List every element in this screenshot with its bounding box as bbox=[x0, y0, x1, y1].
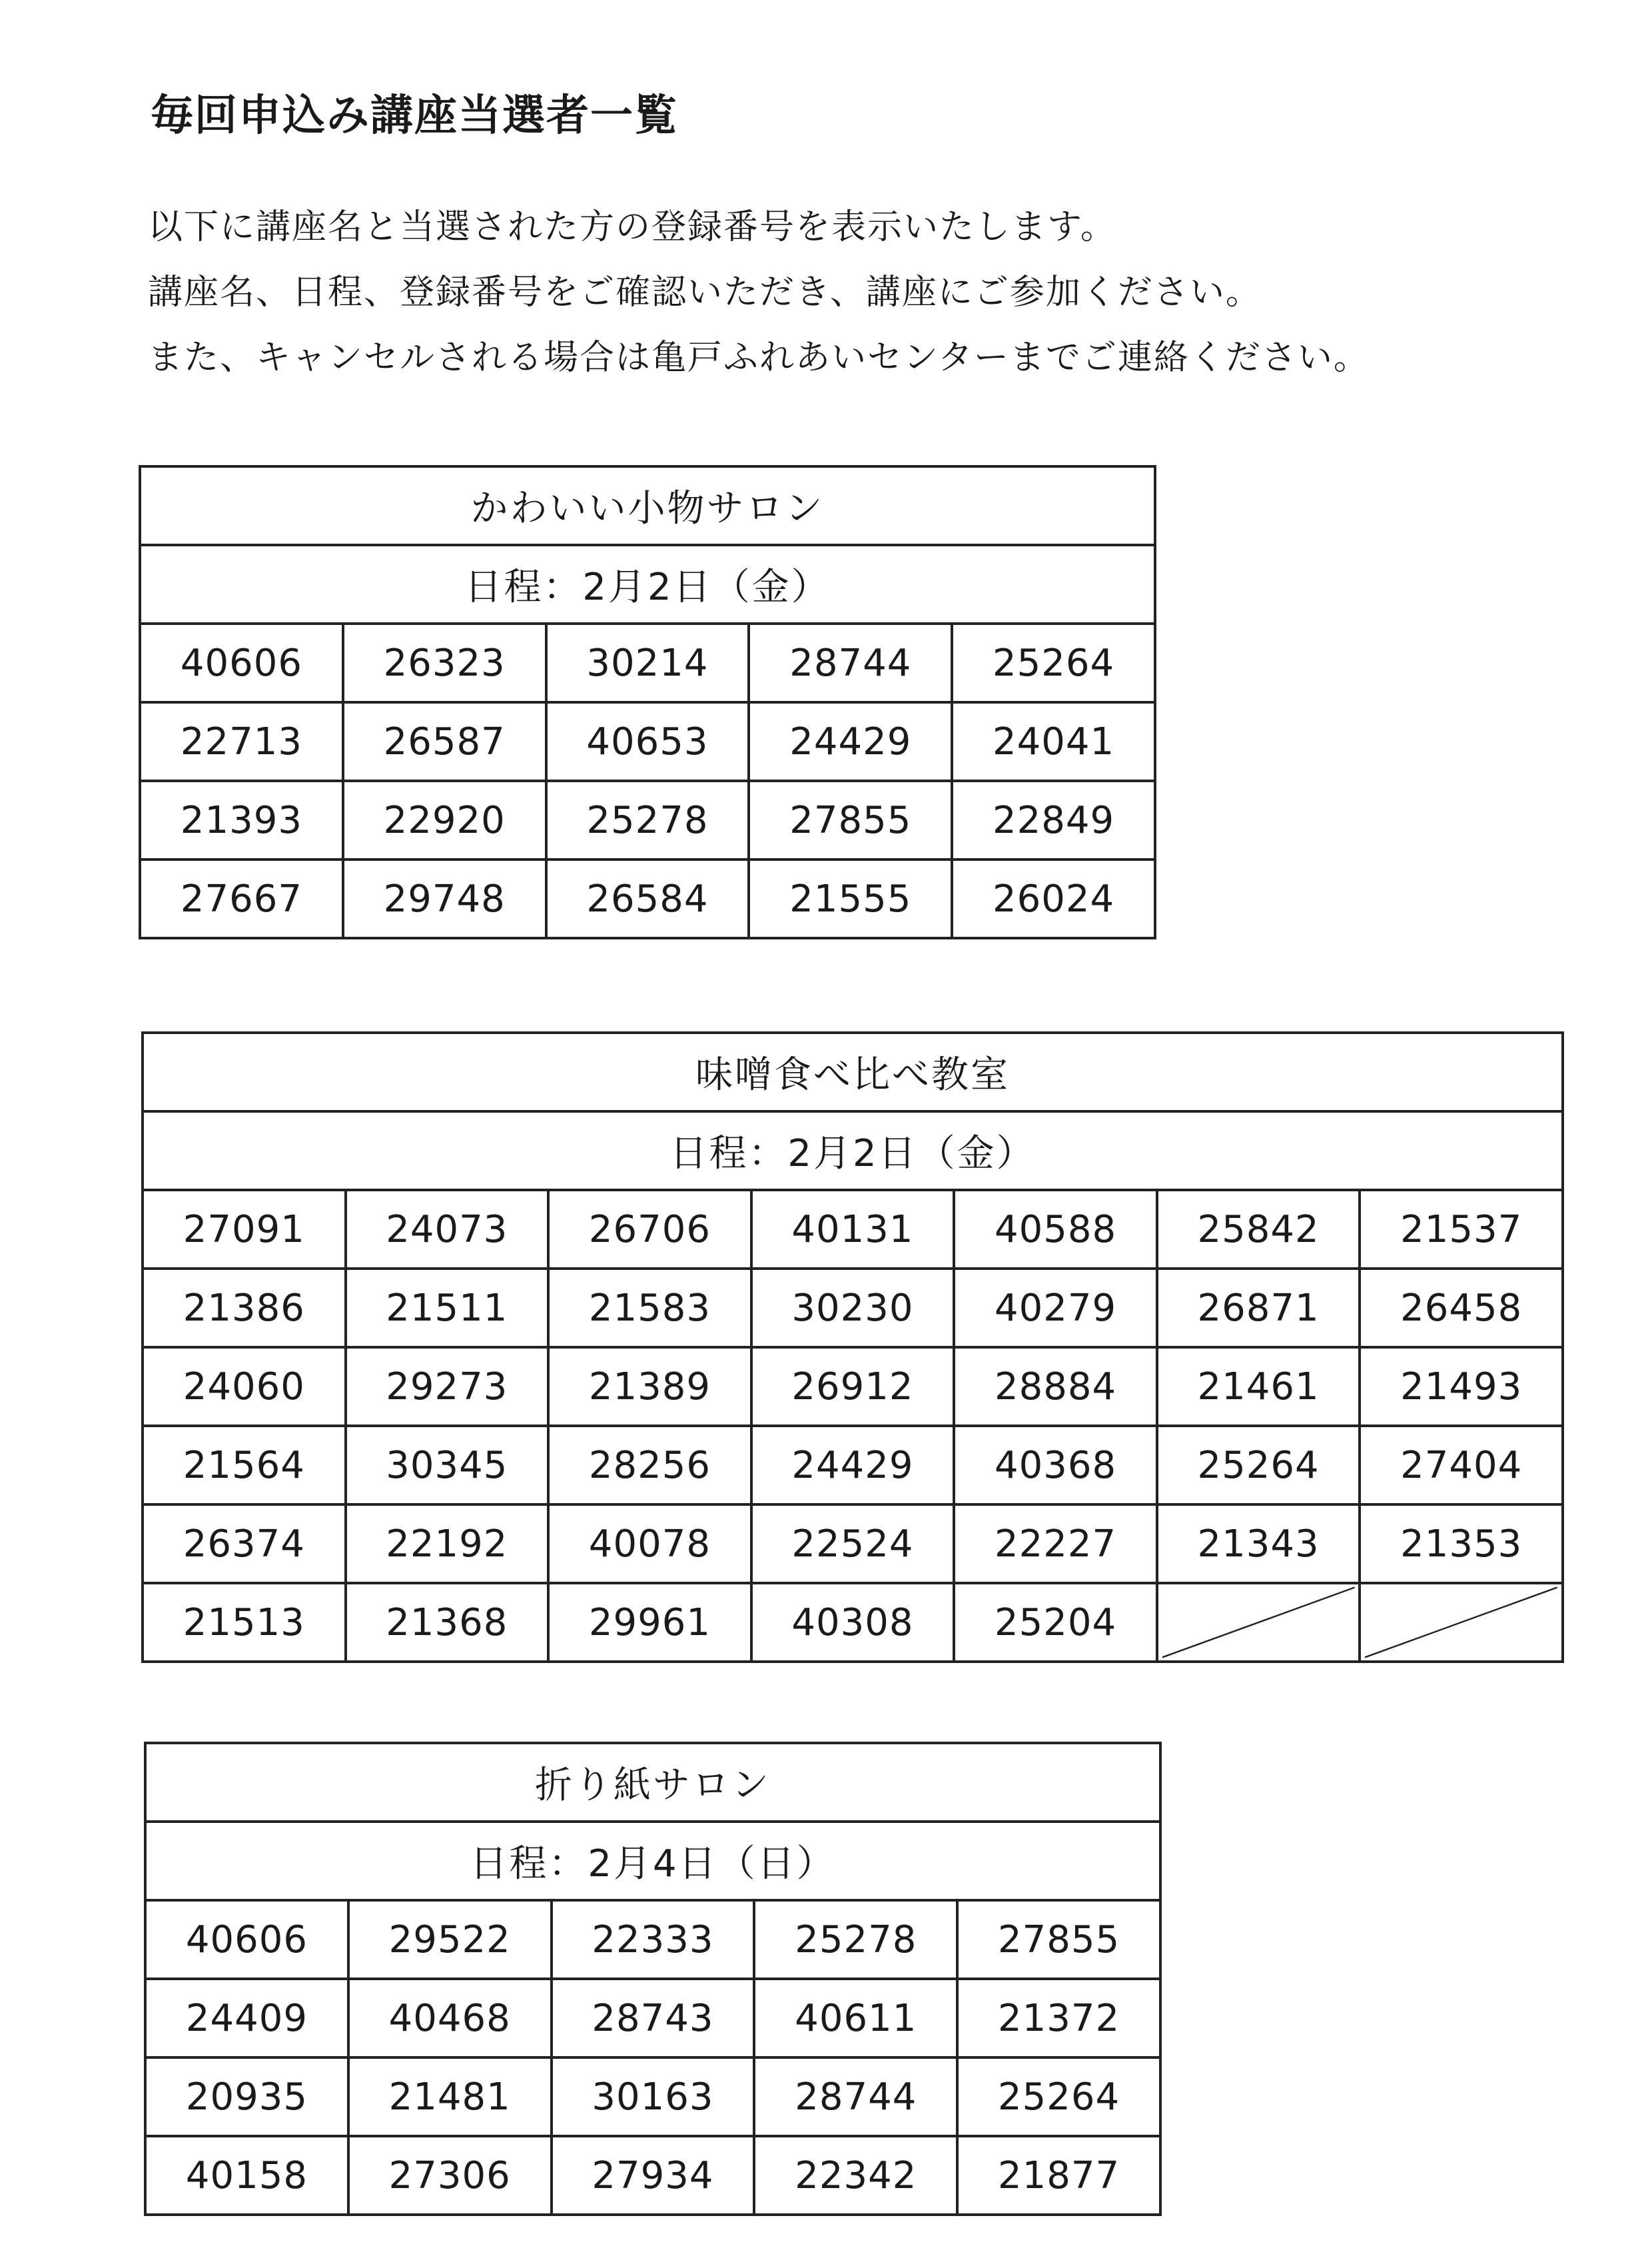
registration-number: 21564 bbox=[143, 1426, 346, 1504]
registration-number: 25278 bbox=[546, 781, 749, 859]
registration-number: 20935 bbox=[145, 2057, 348, 2136]
table-row bbox=[140, 859, 1155, 938]
course-name-row bbox=[140, 466, 1155, 545]
registration-number: 40368 bbox=[954, 1426, 1157, 1504]
registration-number: 25264 bbox=[1157, 1426, 1360, 1504]
registration-number: 24073 bbox=[346, 1190, 549, 1269]
course-schedule-row bbox=[145, 1822, 1160, 1900]
registration-number: 22920 bbox=[343, 781, 546, 859]
registration-number: 21368 bbox=[346, 1583, 549, 1662]
registration-number: 25264 bbox=[952, 624, 1155, 702]
course-schedule-row bbox=[140, 545, 1155, 624]
table-row bbox=[145, 1900, 1160, 1979]
registration-number: 25264 bbox=[957, 2057, 1160, 2136]
registration-number: 26587 bbox=[343, 702, 546, 781]
registration-number: 21555 bbox=[749, 859, 952, 938]
table-row bbox=[143, 1504, 1563, 1583]
intro-line: また、キャンセルされる場合は亀戸ふれあいセンターまでご連絡ください。 bbox=[148, 338, 1370, 378]
registration-number: 25204 bbox=[954, 1583, 1157, 1662]
registration-number: 40308 bbox=[751, 1583, 955, 1662]
registration-number: 26024 bbox=[952, 859, 1155, 938]
intro-text bbox=[148, 195, 1370, 390]
registration-number: 24429 bbox=[751, 1426, 955, 1504]
registration-number: 22849 bbox=[952, 781, 1155, 859]
registration-number: 29522 bbox=[348, 1900, 552, 1979]
diagonal-strike bbox=[1158, 1584, 1359, 1660]
registration-number: 26706 bbox=[548, 1190, 751, 1269]
registration-number: 40606 bbox=[145, 1900, 348, 1979]
registration-number: 30163 bbox=[552, 2057, 755, 2136]
table-row bbox=[145, 2057, 1160, 2136]
registration-number: 27404 bbox=[1360, 1426, 1563, 1504]
table-row bbox=[140, 624, 1155, 702]
registration-number: 26458 bbox=[1360, 1269, 1563, 1347]
registration-number: 21461 bbox=[1157, 1347, 1360, 1426]
course-table-origami-salon bbox=[144, 1742, 1162, 2216]
registration-number: 29273 bbox=[346, 1347, 549, 1426]
table-row bbox=[143, 1190, 1563, 1269]
registration-number: 28744 bbox=[749, 624, 952, 702]
registration-number: 40611 bbox=[754, 1979, 957, 2057]
registration-number: 28884 bbox=[954, 1347, 1157, 1426]
registration-number: 24060 bbox=[143, 1347, 346, 1426]
table-row bbox=[145, 1979, 1160, 2057]
registration-number: 28256 bbox=[548, 1426, 751, 1504]
table-row bbox=[143, 1426, 1563, 1504]
registration-number: 26584 bbox=[546, 859, 749, 938]
registration-number: 29961 bbox=[548, 1583, 751, 1662]
registration-number: 30345 bbox=[346, 1426, 549, 1504]
registration-number: 40279 bbox=[954, 1269, 1157, 1347]
registration-number: 26871 bbox=[1157, 1269, 1360, 1347]
registration-number: 24041 bbox=[952, 702, 1155, 781]
course-schedule: 日程：2月2日（金） bbox=[140, 545, 1155, 624]
table-row bbox=[143, 1269, 1563, 1347]
registration-number: 24429 bbox=[749, 702, 952, 781]
registration-number: 27306 bbox=[348, 2136, 552, 2215]
intro-line: 以下に講座名と当選された方の登録番号を表示いたします。 bbox=[148, 207, 1116, 247]
registration-number: 40588 bbox=[954, 1190, 1157, 1269]
registration-number: 22333 bbox=[552, 1900, 755, 1979]
course-name-row bbox=[145, 1743, 1160, 1822]
registration-number: 27934 bbox=[552, 2136, 755, 2215]
registration-number: 21511 bbox=[346, 1269, 549, 1347]
registration-number: 24409 bbox=[145, 1979, 348, 2057]
registration-number: 40131 bbox=[751, 1190, 955, 1269]
registration-number: 40078 bbox=[548, 1504, 751, 1583]
registration-number: 40158 bbox=[145, 2136, 348, 2215]
course-name-row bbox=[143, 1033, 1563, 1111]
registration-number: 22227 bbox=[954, 1504, 1157, 1583]
registration-number: 27667 bbox=[140, 859, 343, 938]
registration-number: 30230 bbox=[751, 1269, 955, 1347]
registration-number: 28743 bbox=[552, 1979, 755, 2057]
registration-number: 21583 bbox=[548, 1269, 751, 1347]
course-schedule: 日程：2月4日（日） bbox=[145, 1822, 1160, 1900]
registration-number: 22524 bbox=[751, 1504, 955, 1583]
course-name: かわいい小物サロン bbox=[140, 466, 1155, 545]
page-title: 毎回申込み講座当選者一覧 bbox=[151, 91, 678, 141]
registration-number: 28744 bbox=[754, 2057, 957, 2136]
registration-number: 27091 bbox=[143, 1190, 346, 1269]
course-schedule-row bbox=[143, 1111, 1563, 1190]
registration-number: 21372 bbox=[957, 1979, 1160, 2057]
empty-cell bbox=[1360, 1583, 1563, 1662]
registration-number: 26374 bbox=[143, 1504, 346, 1583]
empty-cell bbox=[1157, 1583, 1360, 1662]
registration-number: 26912 bbox=[751, 1347, 955, 1426]
registration-number: 21481 bbox=[348, 2057, 552, 2136]
registration-number: 27855 bbox=[749, 781, 952, 859]
registration-number: 21513 bbox=[143, 1583, 346, 1662]
intro-line: 講座名、日程、登録番号をご確認いただき、講座にご参加ください。 bbox=[148, 273, 1262, 312]
course-name: 味噌食べ比べ教室 bbox=[143, 1033, 1563, 1111]
registration-number: 25278 bbox=[754, 1900, 957, 1979]
registration-number: 21877 bbox=[957, 2136, 1160, 2215]
registration-number: 40606 bbox=[140, 624, 343, 702]
registration-number: 21393 bbox=[140, 781, 343, 859]
table-row bbox=[140, 781, 1155, 859]
registration-number: 26323 bbox=[343, 624, 546, 702]
course-schedule: 日程：2月2日（金） bbox=[143, 1111, 1563, 1190]
registration-number: 21389 bbox=[548, 1347, 751, 1426]
diagonal-strike bbox=[1361, 1584, 1561, 1660]
table-row bbox=[143, 1583, 1563, 1662]
registration-number: 25842 bbox=[1157, 1190, 1360, 1269]
course-table-kawaii-komono-salon bbox=[139, 465, 1156, 939]
registration-number: 21537 bbox=[1360, 1190, 1563, 1269]
table-row bbox=[143, 1347, 1563, 1426]
registration-number: 21493 bbox=[1360, 1347, 1563, 1426]
registration-number: 22342 bbox=[754, 2136, 957, 2215]
table-row bbox=[140, 702, 1155, 781]
registration-number: 30214 bbox=[546, 624, 749, 702]
registration-number: 40653 bbox=[546, 702, 749, 781]
course-name: 折り紙サロン bbox=[145, 1743, 1160, 1822]
registration-number: 40468 bbox=[348, 1979, 552, 2057]
registration-number: 29748 bbox=[343, 859, 546, 938]
course-table-miso-tabekurabe bbox=[141, 1031, 1564, 1663]
registration-number: 21353 bbox=[1360, 1504, 1563, 1583]
registration-number: 22713 bbox=[140, 702, 343, 781]
registration-number: 27855 bbox=[957, 1900, 1160, 1979]
registration-number: 21343 bbox=[1157, 1504, 1360, 1583]
registration-number: 22192 bbox=[346, 1504, 549, 1583]
table-row bbox=[145, 2136, 1160, 2215]
registration-number: 21386 bbox=[143, 1269, 346, 1347]
